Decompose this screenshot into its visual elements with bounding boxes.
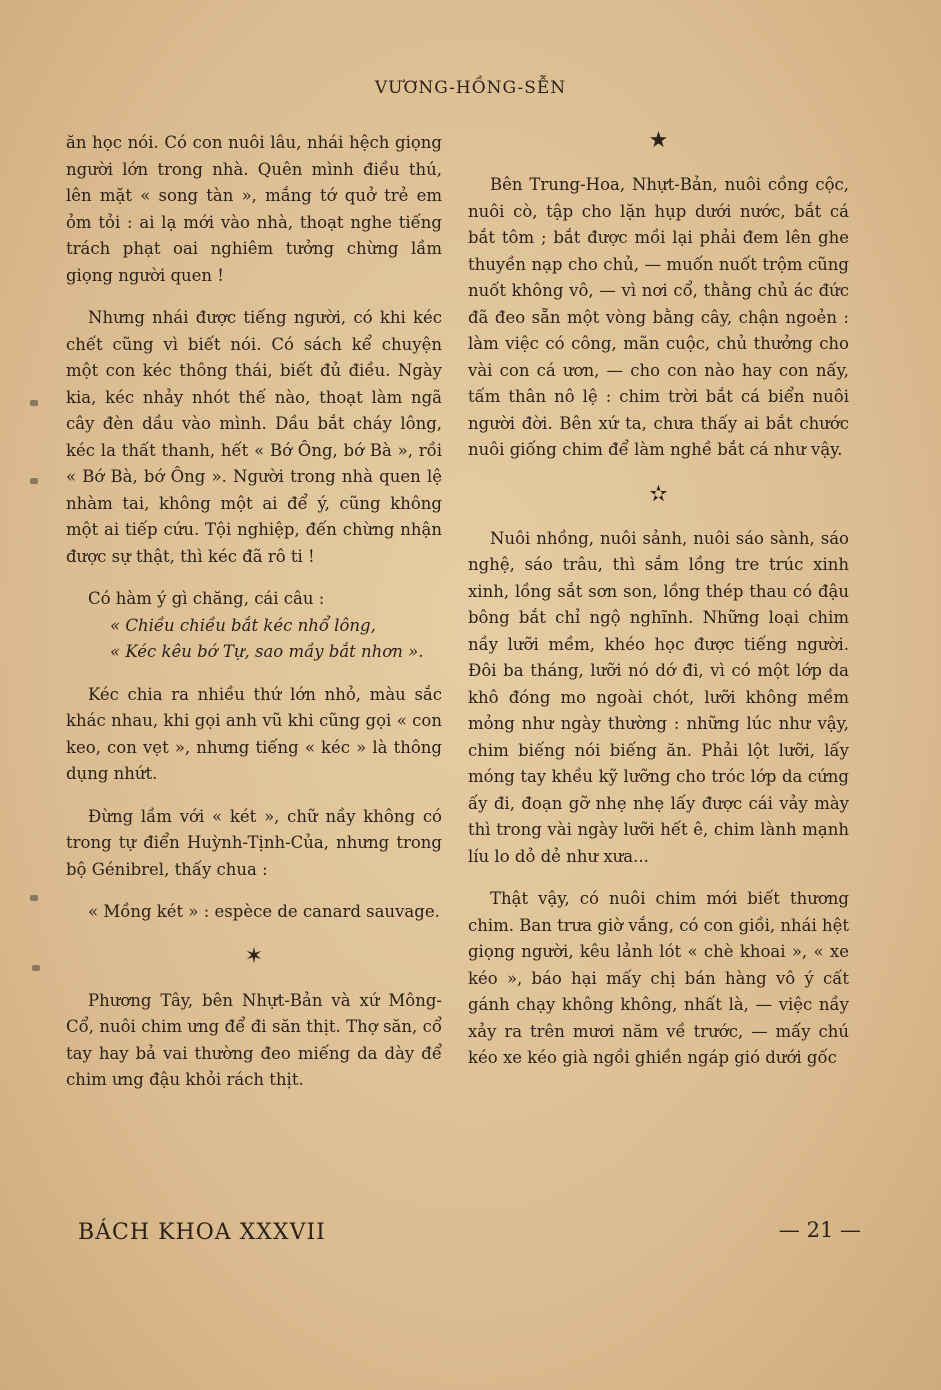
paragraph: ăn học nói. Có con nuôi lâu, nhái hệch giọng người lớn trong nhà. Quên mình điều thú, lên mặt « song tàn », mắng tớ quở trẻ em ỏm tỏi : ai lạ mới vào nhà, thoạt nghe tiếng trách phạt oai nghiêm tưởng chừng lầm giọng người quen !	[66, 133, 442, 285]
section-star-icon: ✶	[244, 943, 264, 969]
margin-speck	[30, 895, 38, 901]
paragraph: Có hàm ý gì chăng, cái câu :	[88, 589, 325, 608]
paragraph: Nuôi nhồng, nuôi sảnh, nuôi sáo sành, sáo nghệ, sáo trâu, thì sắm lồng tre trúc xinh xinh, lồng sắt sơn son, lồng thép thau có đậu bông bắt chỉ ngộ nghĩnh. Những loại chim nầy lưỡi mềm, khéo học được tiếng người. Đôi ba tháng, lưỡi nó dớ đi, vì có một lớp da khô đóng mo ngoài chót, lưỡi không mềm mỏng như ngày thường : những lúc như vậy, chim biếng nói biếng ăn. Phải lột lưỡi, lấy móng tay khều kỹ lưỡng cho tróc lớp da cứng ấy đi, đoạn gỡ nhẹ nhẹ lấy được cái vảy mày thì trong vài ngày lưỡi hết ê, chim lành mạnh líu lo dỏ dẻ như xưa...	[468, 528, 849, 866]
section-star-icon: ★	[648, 128, 669, 153]
magazine-title: BÁCH KHOA XXXVII	[78, 1220, 326, 1245]
margin-speck	[32, 965, 40, 971]
verse-line: « Chiều chiều bắt kéc nhổ lông,	[110, 615, 376, 635]
paragraph: Thật vậy, có nuôi chim mới biết thương chim. Ban trưa giờ vắng, có con giồi, nhái hệt giọng người, kêu lảnh lót « chè khoai », « xe kéo », báo hại mấy chị bán hàng vô ý cất gánh chạy không không, nhất là, — việc nầy xảy ra trên mươi năm về trước, — mấy chú kéo xe kéo già ngồi ghiền ngáp gió dưới gốc	[468, 889, 849, 1067]
paragraph: Đừng lầm với « két », chữ nầy không có trong tự điển Huỳnh-Tịnh-Của, nhưng trong bộ Génibrel, thấy chua :	[66, 806, 442, 879]
paragraph: Kéc chia ra nhiều thứ lớn nhỏ, màu sắc khác nhau, khi gọi anh vũ khi cũng gọi « con keo, con vẹt », nhưng tiếng « kéc » là thông dụng nhứt.	[66, 684, 442, 783]
paragraph: « Mồng két » : espèce de canard sauvage.	[88, 902, 440, 921]
right-column	[468, 128, 849, 1072]
verse-line: « Kéc kêu bớ Tự, sao mầy bắt nhơn ».	[110, 642, 424, 661]
left-column	[66, 130, 442, 1094]
margin-speck	[30, 478, 38, 484]
margin-speck	[30, 400, 38, 406]
page-number: — 21 —	[778, 1218, 861, 1242]
paragraph: Bên Trung-Hoa, Nhựt-Bản, nuôi cồng cộc, nuôi cò, tập cho lặn hụp dưới nước, bắt cá bắt tôm ; bắt được mồi lại phải đem lên ghe thuyền nạp cho chủ, — muốn nuốt trộm cũng nuốt không vô, — vì nơi cổ, thằng chủ ác đức đã đeo sẵn một vòng bằng cây, chận ngoẻn : làm việc có công, mãn cuộc, chủ thưởng cho vài con cá ươn, — cho con nào hay con nấy, tấm thân nô lệ : chim trời bắt cá biển nuôi người đời. Bên xứ ta, chưa thấy ai bắt chước nuôi giống chim để làm nghề bắt cá như vậy.	[468, 175, 849, 459]
running-head: VƯƠNG-HỒNG-SỄN	[374, 78, 567, 98]
section-star-icon: ✫	[649, 481, 668, 507]
paragraph: Phương Tây, bên Nhựt-Bản và xứ Mông-Cổ, nuôi chim ưng để đi săn thịt. Thợ săn, cổ tay hay bả vai thường đeo miếng da dày để chim ưng đậu khỏi rách thịt.	[66, 990, 442, 1089]
paragraph: Nhưng nhái được tiếng người, có khi kéc chết cũng vì biết nói. Có sách kể chuyện một con kéc thông thái, biết đủ điều. Ngày kia, kéc nhảy nhót thế nào, thoạt làm ngã cây đèn dầu vào mình. Dầu bắt cháy lông, kéc la thất thanh, hết « Bớ Ông, bớ Bà », rồi « Bớ Bà, bớ Ông ». Người trong nhà quen lệ nhàm tai, không một ai để ý, cũng không một ai tiếp cứu. Tội nghiệp, đến chừng nhận được sự thật, thì kéc đã rô ti !	[66, 308, 442, 566]
